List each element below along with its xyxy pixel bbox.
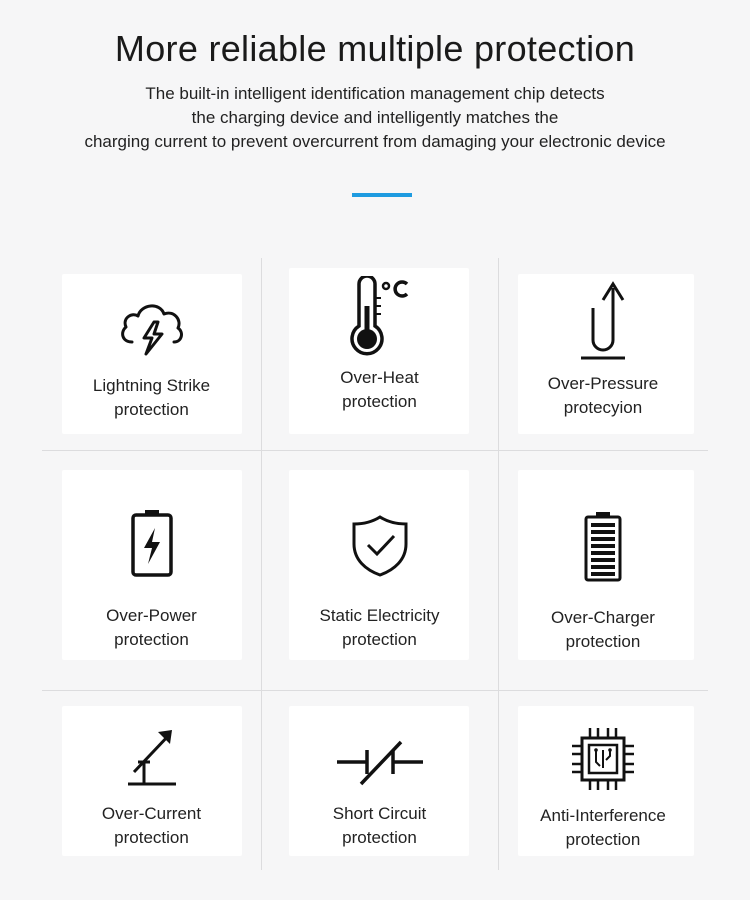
- feature-label: Over-Pressure protecyion: [547, 374, 659, 417]
- thermometer-icon: [345, 276, 415, 358]
- feature-anti-interference: [498, 690, 708, 870]
- feature-over-power: [42, 450, 261, 690]
- battery-full-icon: [583, 510, 623, 582]
- feature-over-current: [42, 690, 261, 870]
- feature-label: Over-Current protection: [101, 804, 202, 847]
- description-line-3: charging current to prevent overcurrent from damaging your electronic device: [84, 132, 666, 151]
- feature-over-pressure: [498, 258, 708, 450]
- description-line-2: the charging device and intelligently matches the: [191, 108, 559, 127]
- feature-label: Static Electricity protection: [319, 606, 440, 649]
- pressure-arrow-icon: [573, 278, 633, 362]
- current-arrow-icon: [122, 726, 182, 788]
- page-description: [20, 82, 730, 154]
- feature-lightning-strike: [42, 258, 261, 450]
- feature-static-electricity: [261, 450, 498, 690]
- feature-grid: [42, 258, 708, 870]
- feature-over-charger: [498, 450, 708, 690]
- description-line-1: The built-in intelligent identification management chip detects: [145, 84, 605, 103]
- feature-label: Lightning Strike protection: [92, 376, 211, 419]
- battery-bolt-icon: [129, 508, 175, 578]
- shield-check-icon: [350, 514, 410, 578]
- feature-short-circuit: [261, 690, 498, 870]
- chip-icon: [570, 726, 636, 792]
- accent-divider: [352, 193, 412, 197]
- feature-label: Anti-Interference protection: [540, 806, 666, 849]
- feature-label: Short Circuit protection: [332, 804, 427, 847]
- feature-label: Over-Power protection: [106, 606, 197, 649]
- short-circuit-icon: [335, 738, 425, 788]
- page-title: More reliable multiple protection: [114, 28, 636, 69]
- feature-label: Over-Charger protection: [551, 608, 655, 651]
- feature-label: Over-Heat protection: [340, 368, 419, 411]
- feature-over-heat: [261, 258, 498, 450]
- lightning-cloud-icon: [116, 296, 188, 366]
